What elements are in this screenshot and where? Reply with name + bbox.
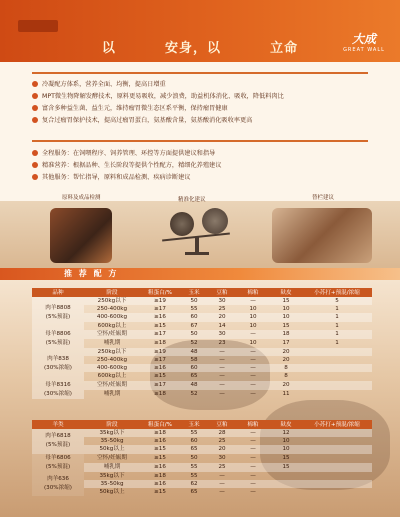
table-cell	[302, 488, 372, 496]
table-cell	[270, 472, 302, 480]
table-cell: —	[236, 463, 270, 472]
table-cell: 48	[180, 381, 208, 390]
table-cell: 25	[218, 306, 226, 313]
table-cell: 30	[208, 330, 236, 339]
table-cell: 52	[190, 340, 198, 347]
table-cell	[302, 381, 372, 390]
table-cell: 35kg以下	[84, 429, 140, 437]
table-cell: 250-400kg	[96, 357, 128, 364]
table-cell: 空怀/妊娠期	[97, 455, 127, 462]
logo-subtext: GREAT WALL	[343, 47, 385, 53]
table-cell: ≥15	[154, 322, 166, 329]
table-cell: ≥15	[154, 489, 166, 496]
table-cell: 60	[180, 364, 208, 372]
hero-title-part-2: 安身，以	[164, 41, 221, 56]
table-cell: ≥15	[154, 373, 166, 380]
product-name-cell: 肉羊838 (30%浓缩)	[32, 348, 84, 381]
product-name-cell: 肉羊8808 (5%预混)	[32, 297, 84, 330]
bullet-icon	[32, 93, 38, 99]
table-cell: ≥18	[154, 391, 166, 397]
table-cell: 250kg以下	[84, 348, 140, 356]
product-name-cell: 母羊8806 (5%预混)	[32, 330, 84, 348]
table-cell: ≥19	[140, 297, 180, 305]
lab-photo	[50, 208, 112, 263]
bullet-icon	[32, 105, 38, 111]
column-header: 品种	[32, 288, 84, 297]
table-cell: —	[250, 373, 256, 380]
table-cell: —	[219, 391, 225, 397]
table-cell: —	[250, 438, 256, 445]
table-cell: ≥16	[140, 463, 180, 472]
table-cell: 10	[270, 313, 302, 321]
table-cell: 空怀/妊娠期	[84, 381, 140, 390]
table-cell: —	[250, 455, 256, 462]
table-cell: 哺乳期	[103, 340, 121, 347]
table-cell: 65	[190, 373, 198, 380]
table-cell	[302, 480, 372, 488]
table-cell: 20	[208, 313, 236, 321]
table-cell	[302, 454, 372, 463]
table-cell: 10	[270, 445, 302, 453]
product-name-cell: 肉羊6818 (5%预混)	[32, 429, 84, 454]
column-header: 阶段	[84, 420, 140, 429]
column-header: 阶段	[84, 288, 140, 297]
table-cell: 50kg以上	[99, 489, 125, 496]
feature-item: MPT微生物降解发酵技术，原料更易吸收，减少浪费，助益机体消化、吸收，降低料肉比	[32, 91, 372, 103]
table-cell: —	[219, 489, 225, 496]
table-cell: 10	[236, 313, 270, 321]
table-cell: 哺乳期	[103, 391, 121, 397]
table-cell: —	[236, 445, 270, 453]
scale-base	[185, 252, 209, 255]
hero-title	[0, 37, 400, 56]
product-name-cell: 母羊8316 (30%浓缩)	[32, 381, 84, 399]
table-cell: 11	[282, 391, 290, 397]
barn-photo	[272, 208, 372, 263]
column-header: 小苏打+预混/浓缩	[302, 288, 372, 297]
table-cell: 10	[249, 322, 257, 329]
table-cell: 5	[302, 297, 372, 305]
bullet-icon	[32, 150, 38, 156]
product-name-cell: 母羊6806 (5%预混)	[32, 454, 84, 472]
table-cell	[302, 437, 372, 445]
table-cell: 60	[180, 313, 208, 321]
column-header: 羊类	[32, 420, 84, 429]
brand-logo	[342, 30, 386, 54]
bullet-icon	[32, 174, 38, 180]
table-cell: 48	[180, 348, 208, 356]
formula-table-1	[32, 288, 372, 399]
table-cell	[302, 390, 372, 399]
column-header: 小苏打+预混/浓缩	[302, 420, 372, 429]
column-header: 豆粕	[208, 420, 236, 429]
table-cell: 35kg以下	[99, 472, 125, 479]
table-cell	[302, 356, 372, 364]
table-cell: 8	[270, 364, 302, 372]
table-cell: ≥17	[140, 381, 180, 390]
table-cell: 哺乳期	[84, 463, 140, 472]
table-cell: —	[208, 480, 236, 488]
table-cell: ≥18	[140, 429, 180, 437]
column-header: 玉米	[180, 288, 208, 297]
table-row	[32, 297, 372, 305]
table-cell: ≥16	[140, 364, 180, 372]
table-row	[32, 454, 372, 463]
bullet-icon	[32, 81, 38, 87]
column-header: 粗蛋白/%	[140, 288, 180, 297]
feature-item: 冷凝配方体系，营养全面、均衡，提高日增重	[32, 79, 372, 91]
service-list	[32, 148, 372, 184]
table-cell: —	[250, 489, 256, 496]
table-cell: ≥19	[140, 348, 180, 356]
section-title: 推 荐 配 方	[64, 269, 119, 278]
table-cell: 400-600kg	[84, 364, 140, 372]
table-cell: 55	[190, 472, 198, 479]
table-header-row	[32, 420, 372, 429]
table-cell: 1	[335, 322, 339, 329]
table-cell: 15	[270, 297, 302, 305]
table-cell: —	[208, 348, 236, 356]
table-cell: 600kg以上	[97, 373, 127, 380]
table-cell: 18	[270, 330, 302, 339]
table-row	[32, 429, 372, 437]
table-cell	[302, 429, 372, 437]
table-cell: 15	[270, 463, 302, 472]
feature-list	[32, 79, 372, 127]
table-cell: ≥16	[140, 480, 180, 488]
table-cell: 55	[180, 429, 208, 437]
table-row	[32, 381, 372, 390]
table-cell: 60	[190, 438, 198, 445]
table-cell: 空怀/妊娠期	[84, 330, 140, 339]
table-cell	[302, 364, 372, 372]
photo-label-right: 替栏建议	[312, 195, 335, 201]
table-cell: —	[236, 480, 270, 488]
table-cell: —	[236, 364, 270, 372]
column-header: 粗蛋白/%	[140, 420, 180, 429]
service-item: 精准营养：根据品种、生长阶段等提供个性配方，精细化养殖建议	[32, 160, 372, 172]
table-cell: ≥17	[154, 306, 166, 313]
scale-ball-left	[170, 212, 194, 236]
table-cell	[302, 445, 372, 453]
table-cell: 20	[282, 357, 290, 364]
table-cell: 12	[270, 429, 302, 437]
table-cell: —	[236, 381, 270, 390]
table-cell: 50	[180, 297, 208, 305]
table-cell	[302, 463, 372, 472]
table-cell: 30	[218, 455, 226, 462]
table-cell: 10	[282, 438, 290, 445]
table-cell	[302, 472, 372, 480]
table-cell	[270, 488, 302, 496]
table-cell: 10	[249, 306, 257, 313]
photo-label-left: 原料及成品检测	[62, 195, 101, 201]
table-cell: 10	[282, 306, 290, 313]
table-cell: —	[250, 472, 256, 479]
column-header: 玉米	[180, 420, 208, 429]
table-cell: 14	[218, 322, 226, 329]
table-cell: 20	[270, 348, 302, 356]
table-cell: —	[208, 381, 236, 390]
table-cell: —	[250, 391, 256, 397]
table-cell: 20	[270, 381, 302, 390]
table-header-row	[32, 288, 372, 297]
table-cell: —	[208, 364, 236, 372]
photo-label-middle: 精准化建议	[178, 197, 206, 203]
bullet-icon	[32, 162, 38, 168]
table-cell: 600kg以上	[97, 322, 127, 329]
table-cell: —	[236, 429, 270, 437]
feature-item: 复合过瘤胃保护技术，提高过瘤胃蛋白，氨基酸含量，氨基酸消化吸收率更高	[32, 115, 372, 127]
feature-item: 富含多种益生菌、益生元，维持瘤胃微生态区系平衡，保持瘤胃健康	[32, 103, 372, 115]
logo-text: 大成	[351, 32, 376, 46]
table-cell: 250kg以下	[84, 297, 140, 305]
divider-top	[32, 72, 368, 74]
table-cell: 52	[190, 391, 198, 397]
hero-title-part-3: 立命	[270, 41, 299, 56]
table-cell: 50	[190, 455, 198, 462]
service-item: 全程服务：在饲喂程序、饲养管理、环控等方面提供建议和指导	[32, 148, 372, 160]
service-item: 其他服务：帮忙指导，原料和成品检测、疾病诊断建议	[32, 172, 372, 184]
table-cell: 55	[190, 306, 198, 313]
column-header: 麸皮	[270, 288, 302, 297]
table-row	[32, 330, 372, 339]
table-cell: 35-50kg	[100, 438, 124, 445]
scale-post	[195, 237, 199, 253]
table-cell	[302, 372, 372, 380]
table-row	[32, 472, 372, 480]
column-header: 棉粕	[236, 420, 270, 429]
table-cell: ≥17	[140, 330, 180, 339]
table-cell: —	[219, 472, 225, 479]
divider-middle	[32, 140, 368, 142]
table-cell: 50kg以上	[84, 445, 140, 453]
table-cell: 17	[282, 340, 290, 347]
table-cell: —	[250, 357, 256, 364]
table-cell: 28	[208, 429, 236, 437]
table-cell: 55	[180, 463, 208, 472]
table-cell: ≥16	[154, 438, 166, 445]
table-cell: 67	[190, 322, 198, 329]
table-cell: ≥16	[140, 313, 180, 321]
table-cell: 8	[284, 373, 288, 380]
table-cell: 25	[218, 438, 226, 445]
table-cell: —	[219, 357, 225, 364]
section-bar	[0, 268, 400, 280]
hero-tag	[18, 20, 58, 32]
table-cell: —	[236, 348, 270, 356]
table-cell	[270, 480, 302, 488]
table-cell: 20	[208, 445, 236, 453]
table-cell: —	[219, 373, 225, 380]
table-cell: 30	[208, 297, 236, 305]
table-cell: —	[236, 330, 270, 339]
table-cell: 1	[335, 306, 339, 313]
table-cell: ≥15	[140, 445, 180, 453]
table-cell: 15	[282, 455, 290, 462]
table-cell: 35-50kg	[84, 480, 140, 488]
column-header: 麸皮	[270, 420, 302, 429]
table-cell: 58	[190, 357, 198, 364]
table-row	[32, 348, 372, 356]
hero-title-part-1: 以	[101, 41, 116, 56]
column-header: 棉粕	[236, 288, 270, 297]
table-cell: 10	[249, 340, 257, 347]
product-name-cell: 肉羊636 (30%浓缩)	[32, 472, 84, 497]
table-cell: 15	[282, 322, 290, 329]
hero-banner	[0, 0, 400, 62]
table-cell: ≥17	[154, 357, 166, 364]
table-cell: 1	[302, 313, 372, 321]
table-cell: ≥18	[154, 340, 166, 347]
table-cell: 1	[302, 330, 372, 339]
table-cell	[302, 348, 372, 356]
table-cell: 62	[180, 480, 208, 488]
table-cell: 1	[335, 340, 339, 347]
table-cell: 65	[180, 445, 208, 453]
table-cell: 400-600kg	[84, 313, 140, 321]
formula-table-2	[32, 420, 372, 496]
table-cell: ≥18	[154, 472, 166, 479]
scale-ball-right	[202, 208, 228, 234]
table-cell: 25	[208, 463, 236, 472]
table-cell: 23	[218, 340, 226, 347]
table-cell: —	[236, 297, 270, 305]
table-cell: ≥15	[154, 455, 166, 462]
bullet-icon	[32, 117, 38, 123]
table-cell: 65	[190, 489, 198, 496]
column-header: 豆粕	[208, 288, 236, 297]
table-cell: 50	[180, 330, 208, 339]
table-cell: 250-400kg	[96, 306, 128, 313]
